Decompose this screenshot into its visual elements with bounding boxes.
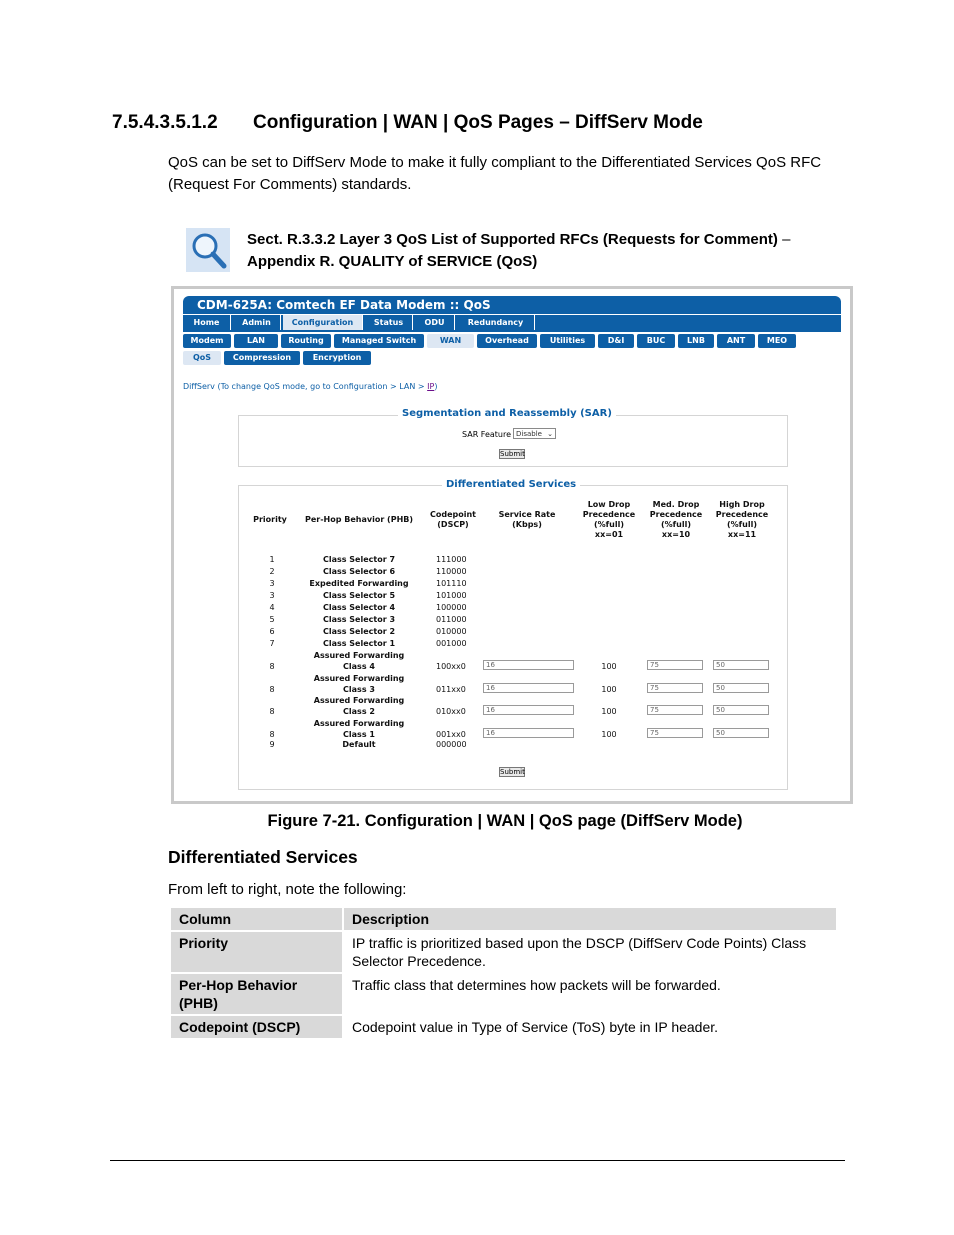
phb-cell: Class 4 — [343, 662, 375, 671]
tab-configuration[interactable]: Configuration — [283, 315, 363, 330]
phb-cell: Class Selector 4 — [322, 603, 396, 612]
phb-cell: Class 2 — [343, 707, 375, 717]
high-drop-input[interactable]: 50 — [713, 705, 769, 715]
codepoint-cell: 100000 — [436, 603, 467, 612]
phb-cell: Class Selector 5 — [322, 591, 396, 600]
tab-admin[interactable]: Admin — [233, 315, 281, 330]
col-service-rate: Service Rate (Kbps) — [498, 510, 556, 529]
row-value: Traffic class that determines how packets will be forwarded. — [344, 974, 836, 1014]
intro-paragraph: QoS can be set to DiffServ Mode to make it fully compliant to the Differentiated Services QoS RFC (Request For Comments) standards. — [168, 154, 822, 193]
tab-overhead[interactable]: Overhead — [477, 334, 537, 348]
codepoint-cell: 101000 — [436, 591, 467, 600]
table-row — [171, 1016, 836, 1038]
note-separator: – — [777, 231, 791, 248]
priority-cell: 3 — [269, 591, 275, 600]
med-drop-input[interactable]: 75 — [647, 705, 703, 715]
note-reference-2: Appendix R. QUALITY of SERVICE (QoS) — [247, 252, 538, 270]
row-key: Codepoint (DSCP) — [171, 1016, 342, 1038]
phb-cell: Class 3 — [343, 684, 375, 694]
table-row — [171, 974, 836, 1014]
tab-lnb[interactable]: LNB — [678, 334, 714, 348]
sar-feature-select[interactable] — [513, 428, 556, 439]
med-drop-input[interactable]: 75 — [647, 728, 703, 738]
qos-page — [174, 289, 850, 801]
codepoint-cell: 000000 — [436, 740, 467, 749]
note-reference-1: Sect. R.3.3.2 Layer 3 QoS List of Supported RFCs (Requests for Comment) — [247, 231, 778, 248]
priority-cell: 8 — [269, 707, 275, 717]
phb-cell: Class Selector 3 — [322, 615, 396, 624]
tab-ant[interactable]: ANT — [717, 334, 755, 348]
codepoint-cell: 010xx0 — [436, 707, 466, 717]
low-drop-input[interactable]: 16 — [483, 705, 574, 715]
priority-cell: 8 — [269, 684, 275, 694]
codepoint-cell: 001xx0 — [436, 730, 466, 740]
priority-cell: 4 — [269, 603, 275, 612]
tab-encryption[interactable]: Encryption — [303, 351, 371, 365]
tab-di[interactable]: D&I — [598, 334, 634, 348]
priority-cell: 7 — [269, 639, 275, 648]
codepoint-cell: 001000 — [436, 639, 467, 648]
phb-cell: Assured Forwarding — [313, 719, 405, 729]
service-rate-cell: 100 — [601, 662, 617, 671]
col-high-drop: High Drop Precedence (%full) xx=11 — [715, 500, 769, 539]
phb-cell: Class Selector 7 — [322, 555, 396, 564]
breadcrumb — [183, 382, 437, 391]
primary-nav — [183, 315, 841, 332]
priority-cell: 8 — [269, 730, 275, 740]
col-priority: Priority — [253, 515, 287, 524]
figure-caption: Figure 7-21. Configuration | WAN | QoS page (DiffServ Mode) — [267, 812, 743, 830]
priority-cell: 9 — [269, 740, 275, 749]
subheading: Differentiated Services — [168, 847, 358, 867]
tab-wan[interactable]: WAN — [427, 334, 474, 348]
codepoint-cell: 010000 — [436, 627, 467, 636]
codepoint-cell: 110000 — [436, 567, 467, 576]
row-value: IP traffic is prioritized based upon the DSCP (DiffServ Code Points) Class Selector Precedence. — [344, 932, 836, 972]
high-drop-input[interactable]: 50 — [713, 683, 769, 693]
tab-meo[interactable]: MEO — [758, 334, 796, 348]
med-drop-input[interactable]: 75 — [647, 660, 703, 670]
med-drop-input[interactable]: 75 — [647, 683, 703, 693]
priority-cell: 8 — [269, 662, 275, 671]
row-key: Priority — [171, 932, 342, 972]
codepoint-cell: 111000 — [436, 555, 467, 564]
ds-submit-button[interactable]: Submit — [500, 768, 525, 776]
note-text — [247, 229, 807, 272]
breadcrumb-prefix: DiffServ (To change QoS mode, go to Configuration > LAN > — [183, 382, 428, 391]
tab-compression[interactable]: Compression — [224, 351, 300, 365]
magnifier-icon — [186, 228, 230, 272]
codepoint-cell: 101110 — [436, 579, 467, 588]
tab-managed-switch[interactable]: Managed Switch — [334, 334, 424, 348]
low-drop-input[interactable]: 16 — [483, 660, 574, 670]
section-title: Configuration | WAN | QoS Pages – DiffServ Mode — [253, 112, 703, 133]
lead-in: From left to right, note the following: — [168, 881, 407, 898]
description-table — [169, 906, 838, 1040]
codepoint-cell: 011xx0 — [436, 684, 466, 694]
phb-cell: Default — [342, 740, 376, 749]
footer-rule — [110, 1160, 845, 1161]
chevron-down-icon: ⌄ — [547, 430, 553, 438]
priority-cell: 3 — [269, 579, 275, 588]
high-drop-input[interactable]: 50 — [713, 660, 769, 670]
phb-cell: Class Selector 2 — [322, 627, 396, 636]
priority-cell: 6 — [269, 627, 275, 636]
sar-feature-value: Disable — [516, 430, 542, 438]
phb-cell: Expedited Forwarding — [309, 579, 409, 588]
qos-screenshot-frame — [171, 286, 853, 804]
tab-lan[interactable]: LAN — [234, 334, 278, 348]
tab-utilities[interactable]: Utilities — [540, 334, 595, 348]
tab-qos[interactable]: QoS — [183, 351, 221, 365]
phb-cell: Class Selector 1 — [322, 639, 396, 648]
window-title: CDM-625A: Comtech EF Data Modem :: QoS — [183, 296, 841, 314]
table-header-row — [171, 908, 836, 930]
tab-odu[interactable]: ODU — [415, 315, 455, 330]
priority-cell: 1 — [269, 555, 275, 564]
sar-feature-label: SAR Feature — [462, 430, 512, 439]
high-drop-input[interactable]: 50 — [713, 728, 769, 738]
tab-status[interactable]: Status — [365, 315, 413, 330]
col-med-drop: Med. Drop Precedence (%full) xx=10 — [649, 500, 703, 539]
sar-submit-button[interactable]: Submit — [500, 450, 525, 458]
sar-fieldset — [238, 415, 788, 467]
service-rate-cell: 100 — [601, 730, 617, 740]
codepoint-cell: 100xx0 — [436, 662, 466, 671]
phb-cell: Assured Forwarding — [313, 696, 405, 706]
tab-routing[interactable]: Routing — [281, 334, 331, 348]
phb-cell: Class Selector 6 — [322, 567, 396, 576]
low-drop-input[interactable]: 16 — [483, 728, 574, 738]
tab-buc[interactable]: BUC — [637, 334, 675, 348]
row-value: Codepoint value in Type of Service (ToS) byte in IP header. — [344, 1016, 836, 1038]
service-rate-cell: 100 — [601, 707, 617, 717]
phb-cell: Class 1 — [343, 730, 375, 740]
ds-legend: Differentiated Services — [442, 479, 580, 490]
table-row — [171, 932, 836, 972]
codepoint-cell: 011000 — [436, 615, 467, 624]
header-description: Description — [344, 908, 836, 930]
phb-cell: Assured Forwarding — [313, 651, 405, 660]
priority-cell: 2 — [269, 567, 275, 576]
sar-legend: Segmentation and Reassembly (SAR) — [398, 408, 616, 419]
header-column: Column — [171, 908, 342, 930]
tab-modem[interactable]: Modem — [183, 334, 231, 348]
col-phb: Per-Hop Behavior (PHB) — [304, 515, 414, 524]
section-number: 7.5.4.3.5.1.2 — [112, 112, 218, 133]
row-key: Per-Hop Behavior (PHB) — [171, 974, 342, 1014]
breadcrumb-suffix: ) — [434, 382, 438, 391]
tab-home[interactable]: Home — [183, 315, 231, 330]
tab-redundancy[interactable]: Redundancy — [457, 315, 535, 330]
service-rate-cell: 100 — [601, 684, 617, 694]
low-drop-input[interactable]: 16 — [483, 683, 574, 693]
col-low-drop: Low Drop Precedence (%full) xx=01 — [582, 500, 636, 539]
priority-cell: 5 — [269, 615, 275, 624]
breadcrumb-ip-link[interactable]: IP — [427, 382, 435, 391]
phb-cell: Assured Forwarding — [313, 673, 405, 683]
col-codepoint: Codepoint (DSCP) — [429, 510, 476, 529]
